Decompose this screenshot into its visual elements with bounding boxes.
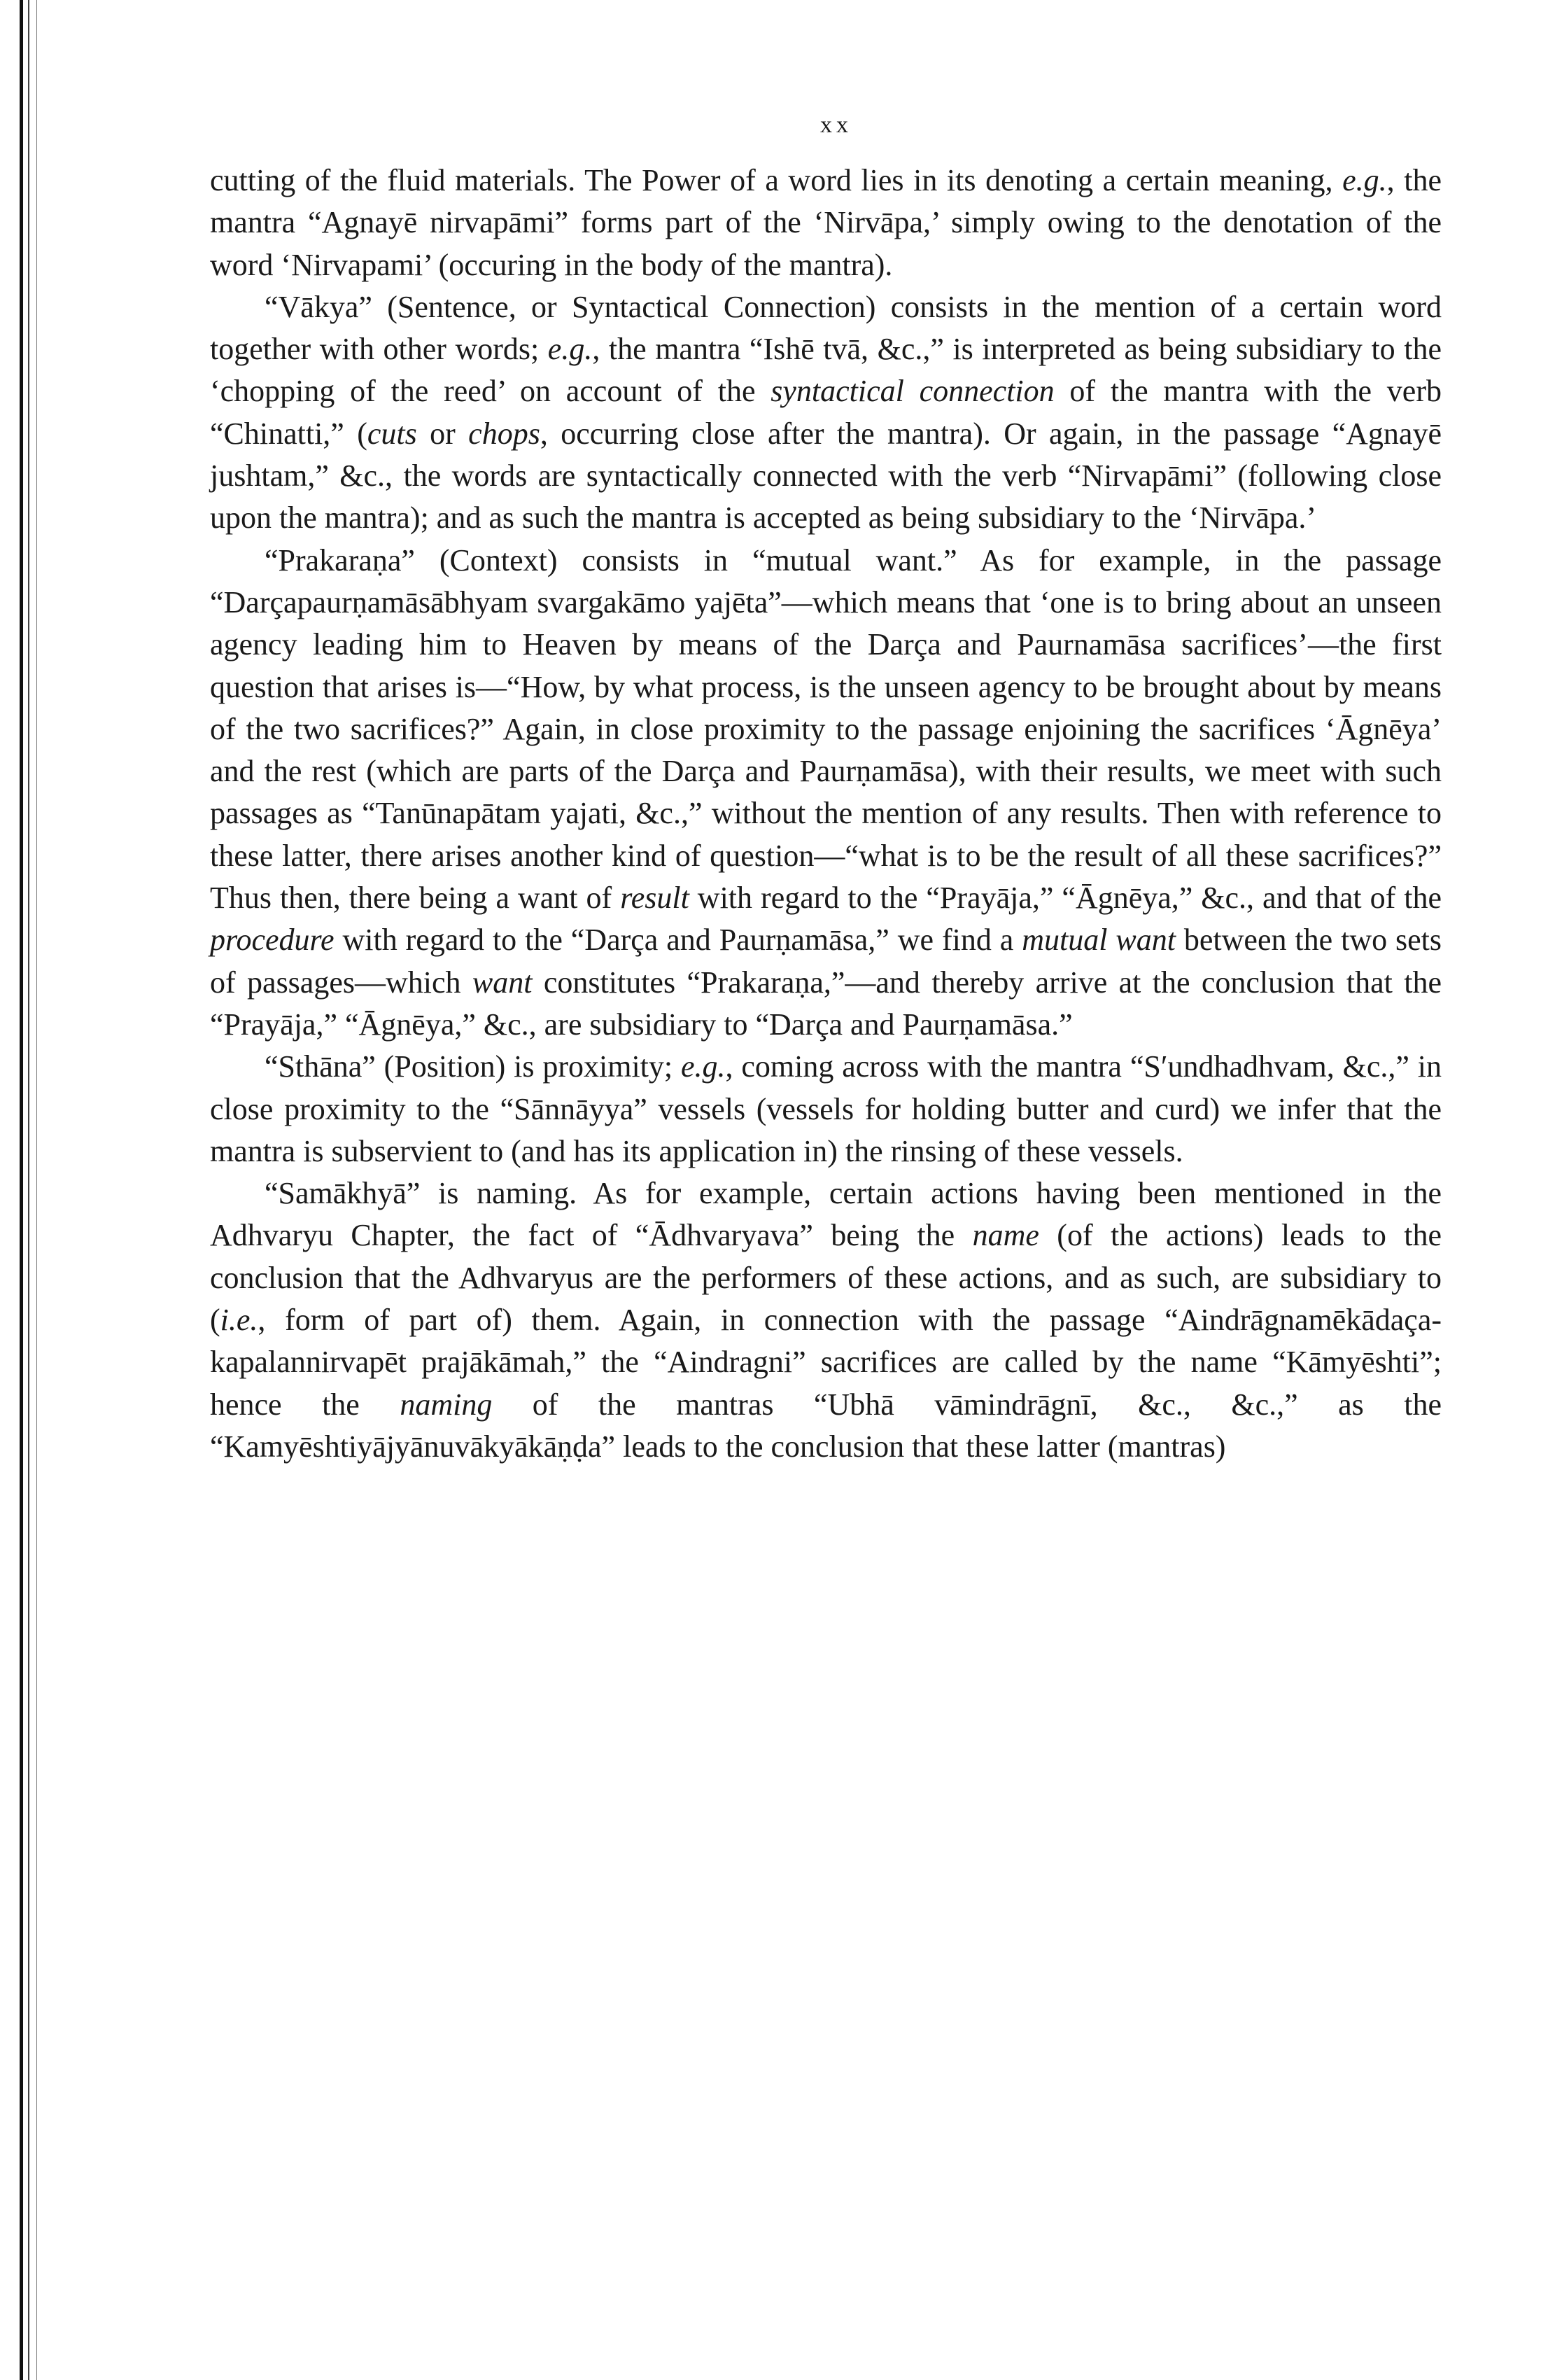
- paragraph-prakarana: [210, 540, 1442, 1046]
- paragraph-vakya: [210, 286, 1442, 540]
- body-text: [210, 160, 1442, 1468]
- book-page: [210, 105, 1442, 1468]
- text-run: (of the actions) leads to the conclusion that the Adhvaryus are the performers of these actions, and as such, are subsidiary to (: [210, 1218, 1442, 1338]
- italic-text-run: cuts: [367, 416, 417, 451]
- italic-text-run: mutual want: [1022, 923, 1176, 958]
- text-run: “Sthāna” (Position) is proximity;: [265, 1049, 681, 1084]
- text-run: , the mantra “Ishē tvā, &c.,” is interpreted as being subsidiary to the ‘chopping of the reed’ on account of the: [210, 332, 1442, 409]
- paragraph-samakhya: [210, 1172, 1442, 1468]
- page-number: xx: [820, 112, 852, 138]
- text-run: , occurring close after the mantra). Or again, in the passage “Agnayē jushtam,” &c., the words are syntactically connected with the verb “Nirvapāmi” (following close upon the mantra); and as such the mantra is accepted as being subsidiary to the ‘Nirvāpa.’: [210, 416, 1442, 536]
- italic-text-run: chops: [468, 416, 540, 451]
- text-run: , the mantra “Agnayē nirvapāmi” forms part of the ‘Nirvāpa,’ simply owing to the denotation of the word ‘Nirvapami’ (occuring in the body of the mantra).: [210, 163, 1442, 282]
- text-run: “Prakaraṇa” (Context) consists in “mutual want.” As for example, in the passage “Darçapaurṇamāsābhyam svargakāmo yajēta”—which means that ‘one is to bring about an unseen agency leading him to Heaven by means of the Darça and Paurnamāsa sacrifices’—the first question that arises is—“How, by what process, is the unseen agency to be brought about by means of the two sacrifices?” Again, in close proximity to the passage enjoining the sacrifices ‘Āgnēya’ and the rest (which are parts of the Darça and Paurṇamāsa), with their results, we meet with such passages as “Tanūnapātam yajati, &c.,” without the mention of any results. Then with reference to these latter, there arises another kind of question—“what is to be the result of all these sacrifices?” Thus then, there being a want of: [210, 542, 1442, 916]
- paragraph-power-of-word: [210, 160, 1442, 286]
- text-run: , form of part of) them. Again, in connection with the passage “Aindrāgnamēkādaça-kapalannirvapēt prajākāmah,” the “Aindragni” sacrifices are called by the name “Kāmyēshti”; hence the: [210, 1303, 1442, 1422]
- text-run: of the mantra with the verb “Chinatti,” (: [210, 374, 1442, 451]
- italic-text-run: i.e.: [220, 1303, 258, 1338]
- text-run: “Vākya” (Sentence, or Syntactical Connection) consists in the mention of a certain word together with other words;: [210, 289, 1442, 367]
- text-run: constitutes “Prakaraṇa,”—and thereby arrive at the conclusion that the “Prayāja,” “Āgnēya,” &c., are subsidiary to “Darça and Paurṇamāsa.”: [210, 965, 1442, 1042]
- paragraph-sthana: [210, 1046, 1442, 1172]
- text-run: “Samākhyā” is naming. As for example, certain actions having been mentioned in the Adhvaryu Chapter, the fact of “Ādhvaryava” being the: [210, 1176, 1442, 1253]
- text-run: , coming across with the mantra “Sʹundhadhvam, &c.,” in close proximity to the “Sānnāyya” vessels (vessels for holding butter and curd) we infer that the mantra is subservient to (and has its application in) the rinsing of these vessels.: [210, 1049, 1442, 1168]
- italic-text-run: naming: [400, 1387, 493, 1422]
- italic-text-run: name: [972, 1218, 1039, 1253]
- text-run: or: [416, 416, 469, 451]
- italic-text-run: e.g.: [547, 332, 593, 367]
- italic-text-run: result: [620, 881, 689, 916]
- italic-text-run: want: [472, 965, 533, 1000]
- italic-text-run: procedure: [210, 923, 335, 958]
- text-run: with regard to the “Darça and Paurṇamāsa,” we find a: [334, 923, 1022, 958]
- text-run: cutting of the fluid materials. The Power of a word lies in its denoting a certain meaning,: [210, 163, 1343, 197]
- italic-text-run: e.g.: [681, 1049, 726, 1084]
- italic-text-run: syntactical connection: [770, 374, 1055, 409]
- scan-binding-edge: [0, 0, 49, 2380]
- italic-text-run: e.g.: [1342, 163, 1387, 197]
- text-run: with regard to the “Prayāja,” “Āgnēya,” &c., and that of the: [689, 881, 1442, 916]
- text-run: between the two sets of passages—which: [210, 923, 1442, 1000]
- text-run: of the mantras “Ubhā vāmindrāgnī, &c., &c.,” as the “Kamyēshtiyājyānuvākyākāṇḍa” leads to the conclusion that these latter (mantras): [210, 1387, 1442, 1464]
